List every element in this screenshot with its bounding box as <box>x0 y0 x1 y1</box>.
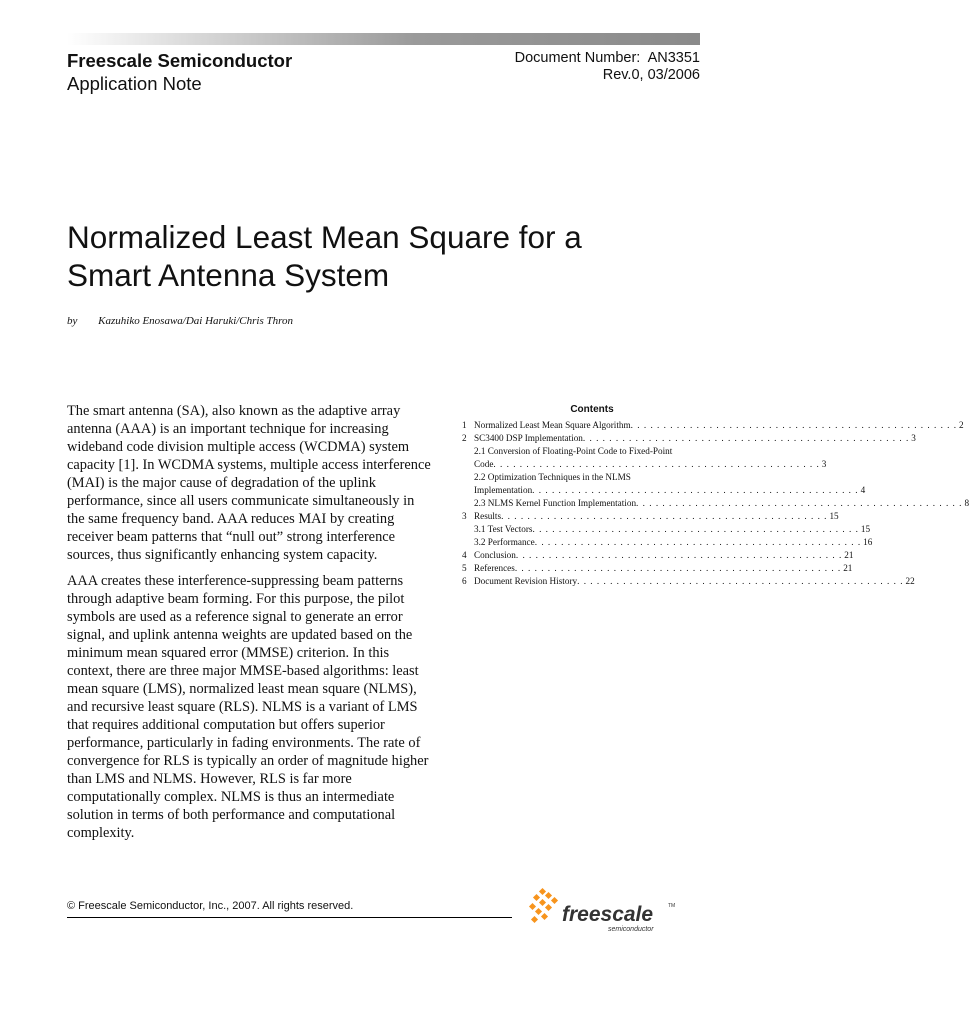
toc-entry-page: 15 <box>860 524 871 534</box>
company-name: Freescale Semiconductor <box>67 50 293 71</box>
toc-leader-dots: . . . . . . . . . . . . . . . . . . . . . . . . . . . . . . . . . . . . . . . . . . . . . . . . . . <box>501 511 828 521</box>
toc-entry-page: 3 <box>821 459 827 469</box>
toc-leader-dots: . . . . . . . . . . . . . . . . . . . . . . . . . . . . . . . . . . . . . . . . . . . . . . . . . . <box>636 498 963 508</box>
toc-entry-label: 3.2 Performance <box>474 537 535 547</box>
toc-leader-dots: . . . . . . . . . . . . . . . . . . . . . . . . . . . . . . . . . . . . . . . . . . . . . . . . . . <box>515 550 843 560</box>
toc-entry-page: 4 <box>860 485 866 495</box>
toc-entry-label: Conclusion <box>474 550 516 560</box>
toc-entry[interactable] <box>462 445 702 458</box>
toc-entry-label: Code <box>474 459 494 469</box>
paragraph-1: The smart antenna (SA), also known as the adaptive array antenna (AAA) is an important technique for increasing wideband code division multiple access (WCDMA) system capacity [1]. In WCDMA systems, multiple access interference (MAI) is the major cause of degradation of the uplink performance, since all users communicate simultaneously in the same frequency band. AAA reduces MAI by creating receiver beam patterns that “null out” strong interference sources, thus significantly enhancing system capacity. <box>67 403 431 563</box>
page-title <box>67 218 747 294</box>
revision: Rev.0, 03/2006 <box>602 67 700 83</box>
logo-subtitle: semiconductor <box>608 926 654 933</box>
toc-leader-dots: . . . . . . . . . . . . . . . . . . . . . . . . . . . . . . . . . . . . . . . . . . . . . . . . . . <box>493 459 820 469</box>
toc-entry-label: Results <box>474 511 502 521</box>
title-line-1: Normalized Least Mean Square for a <box>67 219 582 255</box>
toc-leader-dots: . . . . . . . . . . . . . . . . . . . . . . . . . . . . . . . . . . . . . . . . . . . . . . . . . . <box>630 420 958 430</box>
freescale-logo-mark <box>529 888 558 923</box>
toc-entry-label: Implementation <box>474 485 533 495</box>
toc-entry-label: Normalized Least Mean Square Algorithm <box>474 420 631 430</box>
toc-entry-label: 2.2 Optimization Techniques in the NLMS <box>474 472 631 482</box>
document-number: Document Number: AN3351 <box>514 50 700 66</box>
toc-entry-page: 16 <box>863 537 873 547</box>
footer-rule <box>67 917 512 918</box>
toc-entry[interactable] <box>462 497 969 510</box>
byline-authors: Kazuhiko Enosawa/Dai Haruki/Chris Thron <box>98 315 294 327</box>
toc-leader-dots: . . . . . . . . . . . . . . . . . . . . . . . . . . . . . . . . . . . . . . . . . . . . . . . . . . <box>577 576 904 586</box>
toc-entry-page: 15 <box>829 511 839 521</box>
toc-entry-number: 5 <box>462 563 467 573</box>
toc-entry-label: 2.1 Conversion of Floating-Point Code to Fixed-Point <box>474 446 673 456</box>
toc-entry-page: 3 <box>911 433 916 443</box>
document-type: Application Note <box>67 73 202 94</box>
toc-entry-label: 2.3 NLMS Kernel Function Implementation <box>474 498 637 508</box>
toc-leader-dots: . . . . . . . . . . . . . . . . . . . . . . . . . . . . . . . . . . . . . . . . . . . . . . . . . . <box>532 485 859 495</box>
paragraph-2: AAA creates these interference-suppressing beam patterns through adaptive beam forming. For this purpose, the pilot symbols are used as a reference signal to generate an error signal, and uplink antenna weights are updated based on the minimum mean squared error (MMSE) criterion. In this context, there are three major MMSE-based algorithms: least mean square (LMS), normalized least mean square (NLMS), and recursive least square (RLS). NLMS is a variant of LMS that requires additional computation but offers superior performance, particularly in fading environments. The rate of convergence for RLS is typically an order of magnitude higher than LMS and NLMS. However, RLS is far more computationally complex. NLMS is thus an intermediate solution in terms of both performance and computational complexity. <box>67 573 429 841</box>
toc-entry[interactable] <box>462 510 839 523</box>
title-line-2: Smart Antenna System <box>67 257 390 293</box>
body-text <box>67 402 432 850</box>
freescale-logo <box>528 887 688 937</box>
toc-entry-page: 21 <box>843 563 853 573</box>
contents-heading: Contents <box>570 404 614 415</box>
toc-leader-dots: . . . . . . . . . . . . . . . . . . . . . . . . . . . . . . . . . . . . . . . . . . . . . . . . . . <box>582 433 910 443</box>
toc-leader-dots: . . . . . . . . . . . . . . . . . . . . . . . . . . . . . . . . . . . . . . . . . . . . . . . . . . <box>534 537 862 547</box>
toc-entry-label: SC3400 DSP Implementation <box>474 433 583 443</box>
toc-entry[interactable] <box>462 549 854 562</box>
logo-trademark: TM <box>668 903 676 909</box>
toc-entry-number: 4 <box>462 550 467 560</box>
toc-entry-page: 22 <box>905 576 915 586</box>
toc-entry-label: Document Revision History <box>474 576 578 586</box>
toc-entry-label: References <box>474 563 515 573</box>
toc-entry[interactable] <box>462 562 853 575</box>
toc-entry-number: 6 <box>462 576 467 586</box>
toc-entry-number: 3 <box>462 511 467 521</box>
toc-leader-dots: . . . . . . . . . . . . . . . . . . . . . . . . . . . . . . . . . . . . . . . . . . . . . . . . . . <box>514 563 842 573</box>
toc-entry-page: 2 <box>959 420 964 430</box>
toc-entry[interactable] <box>462 484 866 497</box>
toc-entry-number: 1 <box>462 420 467 430</box>
toc-entry[interactable] <box>462 523 871 536</box>
toc-entry-page: 8 <box>964 498 969 508</box>
toc-entry[interactable] <box>462 432 916 445</box>
toc-entry-label: 3.1 Test Vectors <box>474 524 533 534</box>
toc-entry-page: 21 <box>844 550 854 560</box>
toc-entry[interactable] <box>462 471 702 484</box>
toc-entry[interactable] <box>462 458 827 471</box>
logo-wordmark: freescale <box>562 903 654 926</box>
toc-leader-dots: . . . . . . . . . . . . . . . . . . . . . . . . . . . . . . . . . . . . . . . . . . . . . . . . . . <box>532 524 859 534</box>
header-gradient-bar <box>67 33 700 45</box>
toc-entry[interactable] <box>462 419 964 432</box>
header-left <box>67 50 292 96</box>
copyright-notice: © Freescale Semiconductor, Inc., 2007. All rights reserved. <box>67 900 354 912</box>
toc-list <box>462 419 969 588</box>
byline <box>67 315 293 327</box>
toc-entry[interactable] <box>462 536 873 549</box>
table-of-contents <box>462 403 969 588</box>
toc-entry-number: 2 <box>462 433 467 443</box>
toc-entry[interactable] <box>462 575 915 588</box>
header-right <box>515 50 700 84</box>
byline-by: by <box>67 315 78 327</box>
